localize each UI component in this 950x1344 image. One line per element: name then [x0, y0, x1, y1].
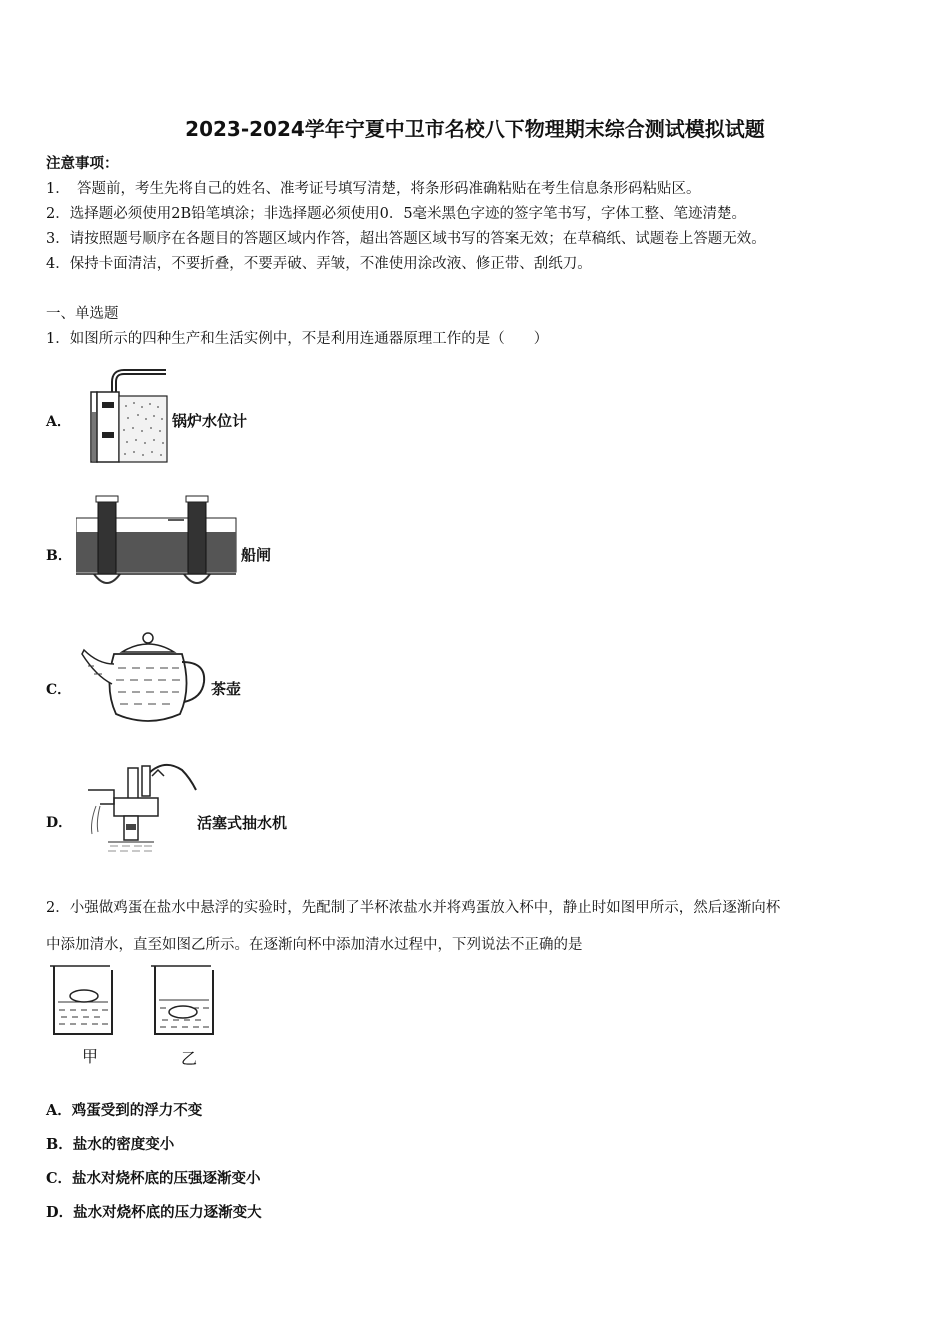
q2-stem-line-2: 中添加清水，直至如图乙所示。在逐渐向杯中添加清水过程中，下列说法不正确的是 — [46, 937, 583, 953]
q2-option-c: C．盐水对烧杯底的压强逐渐变小 — [46, 1170, 261, 1187]
section-heading: 一、单选题 — [46, 306, 119, 322]
q1-option-b-letter: B． — [46, 548, 72, 564]
notice-item-4: 4．保持卡面清洁，不要折叠，不要弄破、弄皱，不准使用涂改液、修正带、刮纸刀。 — [46, 256, 592, 272]
q1-option-c-letter: C． — [46, 682, 72, 698]
q2-option-b: B．盐水的密度变小 — [46, 1136, 175, 1153]
piston-pump-figure — [78, 760, 198, 856]
caption-jia: 甲 — [82, 1047, 99, 1066]
ship-lock-figure — [76, 492, 238, 592]
notice-item-1: 1． 答题前，考生先将自己的姓名、准考证号填写清楚，将条形码准确粘贴在考生信息条形码粘贴区。 — [46, 181, 701, 197]
beaker-yi-figure — [147, 964, 217, 1038]
notice-item-3: 3．请按照题号顺序在各题目的答题区域内作答，超出答题区域书写的答案无效；在草稿纸、试题卷上答题无效。 — [46, 231, 766, 247]
page-title: 2023-2024学年宁夏中卫市名校八下物理期末综合测试模拟试题 — [185, 117, 765, 141]
q1-option-c-label: 茶壶 — [211, 680, 242, 698]
q2-option-a: A．鸡蛋受到的浮力不变 — [46, 1102, 203, 1119]
boiler-gauge-figure — [78, 362, 170, 464]
notice-item-2: 2．选择题必须使用2B铅笔填涂；非选择题必须使用0．5毫米黑色字迹的签字笔书写，字体工整、笔迹清楚。 — [46, 206, 747, 222]
q2-option-d: D．盐水对烧杯底的压力逐渐变大 — [46, 1204, 262, 1221]
q1-option-a-letter: A． — [46, 414, 71, 430]
q1-option-a-label: 锅炉水位计 — [172, 412, 248, 430]
q1-option-d-label: 活塞式抽水机 — [197, 814, 288, 832]
notice-heading: 注意事项： — [46, 155, 119, 172]
q1-stem: 1．如图所示的四种生产和生活实例中，不是利用连通器原理工作的是（ ） — [46, 331, 549, 347]
beaker-jia-figure — [46, 964, 116, 1038]
caption-yi: 乙 — [181, 1049, 198, 1068]
q1-option-d-letter: D． — [46, 815, 73, 831]
teapot-figure — [80, 628, 208, 724]
q1-option-b-label: 船闸 — [241, 546, 272, 564]
q2-stem-line-1: 2．小强做鸡蛋在盐水中悬浮的实验时，先配制了半杯浓盐水并将鸡蛋放入杯中，静止时如图甲所示，然后逐渐向杯 — [46, 900, 781, 916]
